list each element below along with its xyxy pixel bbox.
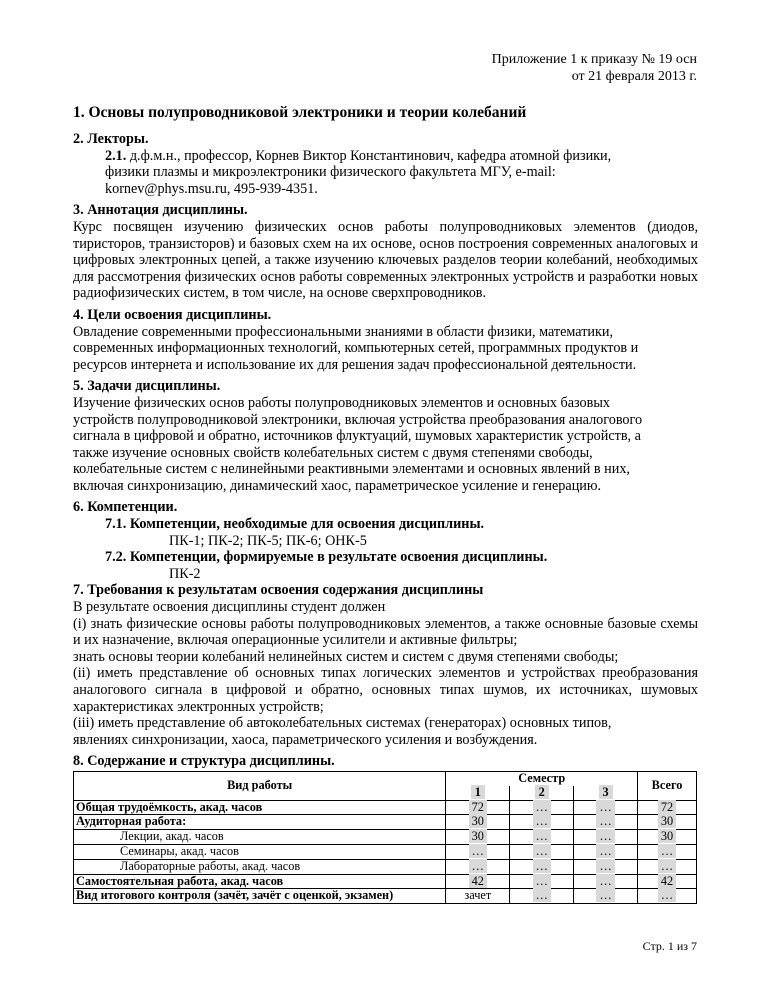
row-label: Самостоятельная работа, акад. часов (74, 874, 446, 889)
table-row (74, 889, 697, 904)
requirements-item: (ii) иметь представление об основных типах логических элементов и устройствах преобразования аналогового сигнала в цифровой и обратно, основных типах шумов, их источниках, шумовых характеристиках электронных устройств; (73, 665, 698, 715)
goals-line: Овладение современными профессиональными знаниями в области физики, математики, (73, 323, 614, 340)
competencies-formed-list: ПК-2 (169, 565, 201, 582)
cell-value: 42 (469, 874, 487, 888)
cell-value: 42 (658, 874, 676, 888)
requirements-item: явлениях синхронизации, хаоса, параметрического усиления и возбуждения. (73, 731, 538, 748)
tasks-line: колебательные систем с нелинейными реактивными элементами и основных явлений в них, (73, 461, 630, 478)
cell-value: … (533, 874, 551, 888)
section-heading: 6. Компетенции. (73, 499, 178, 516)
row-semester-value (446, 800, 510, 815)
table-row (74, 830, 697, 845)
cell-value: … (469, 844, 487, 858)
section-competencies (73, 499, 698, 582)
cell-value: … (596, 829, 614, 843)
table-header-row (74, 771, 697, 785)
section-goals (73, 307, 698, 373)
competencies-required-heading: 7.1. Компетенции, необходимые для освоения дисциплины. (105, 516, 485, 533)
row-total (638, 889, 697, 904)
cell-value: 72 (469, 800, 487, 814)
competencies-formed-heading: 7.2. Компетенции, формируемые в результате освоения дисциплины. (105, 549, 548, 566)
table-row (74, 815, 697, 830)
row-semester-value (446, 815, 510, 830)
row-label: Вид итогового контроля (зачёт, зачёт с оценкой, экзамен) (74, 889, 446, 904)
cell-value: … (596, 874, 614, 888)
cell-value: … (658, 844, 676, 858)
row-semester-value (574, 800, 638, 815)
cell-value: … (658, 859, 676, 873)
appendix-line-2: от 21 февраля 2013 г. (571, 69, 697, 84)
competencies-required-list: ПК-1; ПК-2; ПК-5; ПК-6; ОНК-5 (169, 532, 367, 549)
row-total (638, 844, 697, 859)
section-tasks (73, 378, 698, 494)
lecturer-info-line: kornev@phys.msu.ru, 495-939-4351. (105, 180, 318, 197)
row-label: Аудиторная работа: (74, 815, 446, 830)
cell-value: … (596, 800, 614, 814)
section-heading: 5. Задачи дисциплины. (73, 378, 221, 395)
section-heading: 8. Содержание и структура дисциплины. (73, 753, 335, 770)
row-semester-value (574, 889, 638, 904)
tasks-line: включая синхронизацию, динамический хаос, параметрическое усиление и генерацию. (73, 477, 602, 494)
row-semester-value (510, 800, 574, 815)
cell-value: … (533, 888, 551, 902)
cell-value: … (469, 859, 487, 873)
cell-value: зачет (464, 888, 492, 903)
cell-value: … (533, 829, 551, 843)
row-semester-value (510, 830, 574, 845)
cell-value: … (533, 814, 551, 828)
row-semester-value (510, 859, 574, 874)
annotation-text: Курс посвящен изучению физических основ работы полупроводниковых элементов (диодов, тиристоров, транзисторов) и базовых схем на их основе, основ построения современных аналоговых и цифровых электронных цепей, а также изучению ключевых разделов теории колебаний, необходимых для рассмотрения физических основ работы современных электронных устройств и разработки новых радиофизических систем, в том числе, на основе сверхпроводников. (73, 218, 698, 302)
row-semester-value (574, 815, 638, 830)
tasks-line: Изучение физических основ работы полупроводниковых элементов и основных базовых (73, 394, 610, 411)
row-label: Общая трудоёмкость, акад. часов (74, 800, 446, 815)
header-semester-1: 1 (471, 785, 485, 799)
header-semester: Семестр (446, 771, 638, 785)
header-total: Всего (638, 771, 697, 800)
cell-value: … (533, 844, 551, 858)
header-semester-3: 3 (599, 785, 613, 799)
cell-value: … (596, 844, 614, 858)
cell-value: … (596, 859, 614, 873)
row-total (638, 830, 697, 845)
requirements-item: знать основы теории колебаний нелинейных систем и систем с двумя степенями свободы; (73, 648, 619, 665)
cell-value: … (658, 888, 676, 902)
lecturer-number: 2.1. (105, 147, 127, 164)
row-semester-value (574, 859, 638, 874)
row-semester-value (510, 844, 574, 859)
section-heading: 3. Аннотация дисциплины. (73, 202, 248, 219)
table-row (74, 874, 697, 889)
goals-line: современных информационных технологий, компьютерных сетей, программных продуктов и (73, 340, 639, 357)
document-title: 1. Основы полупроводниковой электроники и теории колебаний (73, 104, 527, 121)
cell-value: 30 (658, 814, 676, 828)
header-work-type: Вид работы (74, 771, 446, 800)
section-heading: 7. Требования к результатам освоения содержания дисциплины (73, 582, 484, 599)
table-row (74, 844, 697, 859)
row-total (638, 859, 697, 874)
requirements-intro: В результате освоения дисциплины студент должен (73, 599, 386, 616)
page-number: Стр. 1 из 7 (642, 939, 697, 953)
row-semester-value (574, 874, 638, 889)
header-semester-2: 2 (535, 785, 549, 799)
section-lecturers (73, 131, 698, 197)
tasks-line: устройств полупроводниковой электроники, включая устройства преобразования аналогового (73, 411, 643, 428)
row-semester-value (446, 874, 510, 889)
row-total (638, 874, 697, 889)
row-semester-value (574, 844, 638, 859)
workload-table (73, 771, 697, 904)
document-body (73, 103, 698, 904)
row-semester-value (446, 859, 510, 874)
tasks-line: также изучение основных свойств колебательных систем с двумя степенями свободы, (73, 444, 593, 461)
row-total (638, 800, 697, 815)
row-semester-value (510, 874, 574, 889)
cell-value: … (533, 800, 551, 814)
requirements-item: (i) знать физические основы работы полупроводниковых элементов, а также основные базовые схемы и их назначение, включая операционные усилители и активные фильтры; (73, 615, 698, 649)
row-label: Семинары, акад. часов (74, 844, 446, 859)
cell-value: … (533, 859, 551, 873)
cell-value: 30 (658, 829, 676, 843)
section-structure (73, 753, 698, 904)
lecturer-info-line: д.ф.м.н., профессор, Корнев Виктор Константинович, кафедра атомной физики, (126, 147, 612, 164)
row-semester-value (446, 889, 510, 904)
row-semester-value (510, 815, 574, 830)
section-requirements (73, 582, 698, 748)
tasks-line: сигнала в цифровой и обратно, источников флуктуаций, шумовых характеристик устройств, а (73, 428, 641, 445)
row-semester-value (574, 830, 638, 845)
goals-line: ресурсов интернета и использование их для решения задач профессиональной деятельности. (73, 356, 637, 373)
table-row (74, 859, 697, 874)
table-row (74, 800, 697, 815)
row-label: Лекции, акад. часов (74, 830, 446, 845)
cell-value: 72 (658, 800, 676, 814)
section-heading: 2. Лекторы. (73, 131, 149, 147)
row-semester-value (446, 844, 510, 859)
lecturer-info-line: физики плазмы и микроэлектроники физического факультета МГУ, e-mail: (105, 164, 556, 181)
requirements-item: (iii) иметь представление об автоколебательных системах (генераторах) основных типов, (73, 715, 612, 732)
row-semester-value (446, 830, 510, 845)
cell-value: 30 (469, 829, 487, 843)
row-semester-value (510, 889, 574, 904)
table-body (74, 800, 697, 904)
cell-value: … (596, 888, 614, 902)
cell-value: 30 (469, 814, 487, 828)
section-annotation (73, 202, 698, 302)
cell-value: … (596, 814, 614, 828)
section-heading: 4. Цели освоения дисциплины. (73, 306, 272, 323)
row-label: Лабораторные работы, акад. часов (74, 859, 446, 874)
appendix-line-1: Приложение 1 к приказу № 19 осн (491, 52, 697, 67)
appendix-header (492, 51, 697, 85)
row-total (638, 815, 697, 830)
